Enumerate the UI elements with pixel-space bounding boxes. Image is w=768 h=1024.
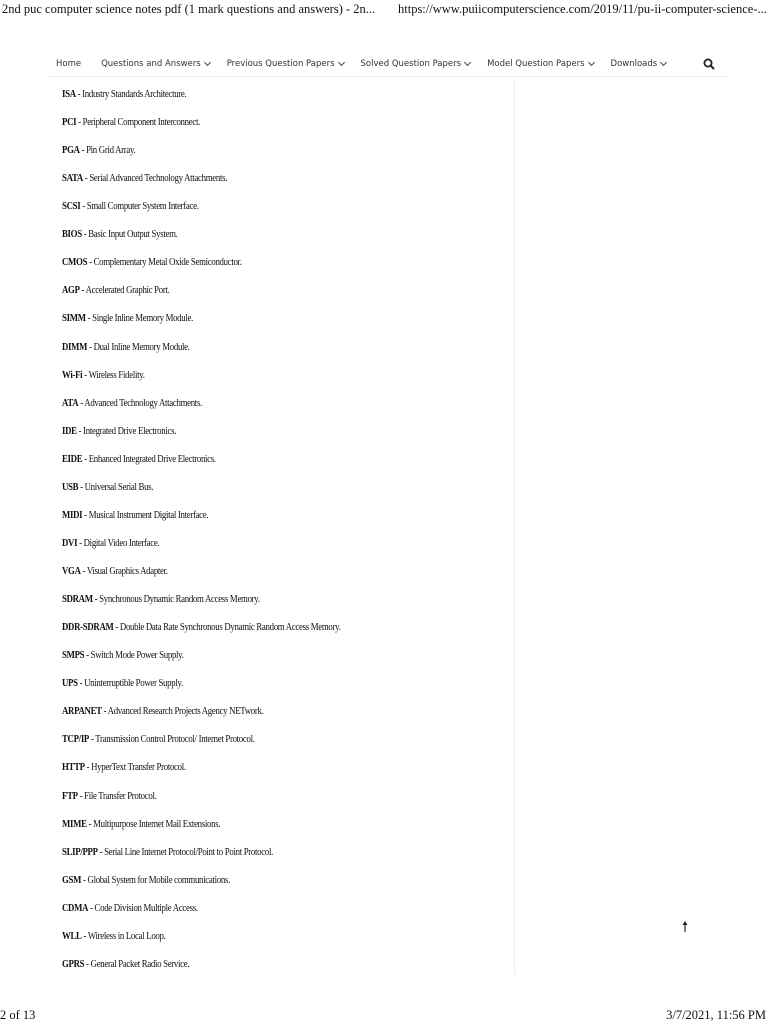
list-item xyxy=(62,565,168,579)
sidebar xyxy=(514,80,726,974)
term-expansion: Uninterruptible Power Supply. xyxy=(84,678,183,690)
term-separator: - xyxy=(75,89,83,100)
term-expansion: Serial Line Internet Protocol/Point to Point Protocol. xyxy=(104,846,273,858)
term-abbreviation: PGA xyxy=(62,145,80,157)
term-abbreviation: IDE xyxy=(62,425,77,437)
list-item xyxy=(62,144,135,158)
term-expansion: General Packet Radio Service. xyxy=(90,958,190,970)
term-abbreviation: DVI xyxy=(62,537,78,549)
nav-item-downloads[interactable] xyxy=(611,59,667,69)
term-expansion: Single Inline Memory Module. xyxy=(92,313,193,325)
term-separator: - xyxy=(87,257,94,269)
term-expansion: Small Computer System Interface. xyxy=(86,201,199,213)
term-separator: - xyxy=(97,846,105,858)
list-item xyxy=(62,649,184,663)
term-abbreviation: SMPS xyxy=(62,650,85,662)
list-item xyxy=(62,761,186,775)
term-abbreviation: BIOS xyxy=(62,229,82,241)
list-item xyxy=(62,705,263,719)
list-item xyxy=(62,88,186,102)
term-abbreviation: CMOS xyxy=(62,257,88,269)
list-item xyxy=(62,874,230,888)
term-separator: - xyxy=(92,594,100,606)
nav-item-label: Solved Question Papers xyxy=(360,59,462,69)
print-footer xyxy=(0,1004,768,1024)
term-abbreviation: GPRS xyxy=(62,958,85,970)
term-abbreviation: MIDI xyxy=(62,509,83,521)
term-abbreviation: TCP/IP xyxy=(62,734,90,746)
term-expansion: Accelerated Graphic Port. xyxy=(85,285,170,297)
list-item xyxy=(62,846,273,860)
term-expansion: Complementary Metal Oxide Semiconductor. xyxy=(93,257,242,269)
term-abbreviation: VGA xyxy=(62,566,81,578)
term-separator: - xyxy=(84,958,91,970)
list-item xyxy=(62,509,208,523)
term-separator: - xyxy=(80,566,87,578)
term-abbreviation: SCSI xyxy=(62,201,81,213)
list-item xyxy=(62,818,220,832)
term-separator: - xyxy=(89,734,96,746)
print-page-title: 2nd puc computer science notes pdf (1 mark questions and answers) - 2n... xyxy=(2,2,376,16)
term-abbreviation: GSM xyxy=(62,874,82,886)
term-separator: - xyxy=(82,173,90,185)
term-separator: - xyxy=(82,509,89,521)
term-separator: - xyxy=(76,117,83,129)
term-expansion: Global System for Mobile communications. xyxy=(87,874,230,886)
term-abbreviation: SLIP/PPP xyxy=(62,846,98,858)
term-expansion: Peripheral Component Interconnect. xyxy=(82,117,200,129)
term-abbreviation: DIMM xyxy=(62,341,88,353)
list-item xyxy=(62,902,198,916)
term-separator: - xyxy=(82,453,89,465)
term-expansion: Multipurpose Internet Mail Extensions. xyxy=(93,818,221,830)
term-separator: - xyxy=(76,425,84,437)
list-item xyxy=(62,312,193,326)
term-expansion: Advanced Research Projects Agency NETwork. xyxy=(107,706,264,718)
term-abbreviation: WLL xyxy=(62,930,82,942)
term-abbreviation: SDRAM xyxy=(62,594,93,606)
term-expansion: Integrated Drive Electronics. xyxy=(83,425,177,437)
term-separator: - xyxy=(77,678,85,690)
term-expansion: Wireless in Local Loop. xyxy=(87,930,166,942)
search-icon[interactable] xyxy=(702,57,716,71)
term-separator: - xyxy=(82,369,89,381)
nav-item-label: Questions and Answers xyxy=(101,59,201,69)
term-separator: - xyxy=(80,201,87,213)
list-item xyxy=(62,453,216,467)
term-expansion: Double Data Rate Synchronous Dynamic Random Access Memory. xyxy=(119,622,341,634)
term-abbreviation: HTTP xyxy=(62,762,85,774)
article-content xyxy=(46,80,515,974)
term-abbreviation: DDR-SDRAM xyxy=(62,622,114,634)
chevron-down-icon xyxy=(204,59,211,66)
list-item xyxy=(62,200,199,214)
chevron-down-icon xyxy=(660,59,667,66)
term-separator: - xyxy=(86,818,94,830)
term-separator: - xyxy=(79,145,87,157)
list-item xyxy=(62,958,189,972)
term-expansion: Visual Graphics Adapter. xyxy=(86,566,168,578)
list-item xyxy=(62,172,227,186)
list-item xyxy=(62,284,170,298)
list-item xyxy=(62,930,165,944)
term-abbreviation: MIME xyxy=(62,818,87,830)
term-separator: - xyxy=(113,622,120,634)
list-item xyxy=(62,621,340,635)
term-abbreviation: ISA xyxy=(62,89,76,100)
term-separator: - xyxy=(81,229,89,241)
nav-item-label: Downloads xyxy=(610,59,658,69)
term-separator: - xyxy=(87,341,94,353)
term-expansion: Switch Mode Power Supply. xyxy=(90,650,184,662)
term-separator: - xyxy=(81,874,88,886)
term-separator: - xyxy=(101,706,108,718)
term-separator: - xyxy=(78,481,85,493)
print-header xyxy=(0,0,768,20)
term-expansion: Enhanced Integrated Drive Electronics. xyxy=(88,453,216,465)
term-expansion: Industry Standards Architecture. xyxy=(82,89,187,100)
nav-item-solved-question-papers[interactable] xyxy=(361,59,471,69)
term-expansion: Synchronous Dynamic Random Access Memory. xyxy=(99,594,260,606)
term-expansion: Transmission Control Protocol/ Internet Protocol. xyxy=(95,734,255,746)
main-navbar xyxy=(46,52,726,77)
term-separator: - xyxy=(88,902,95,914)
term-abbreviation: SIMM xyxy=(62,313,86,325)
term-separator: - xyxy=(84,762,92,774)
nav-item-label: Previous Question Papers xyxy=(226,59,335,69)
term-abbreviation: AGP xyxy=(62,285,80,297)
chevron-down-icon xyxy=(337,59,344,66)
print-page-url: https://www.puiicomputerscience.com/2019/11/pu-ii-computer-science-... xyxy=(398,2,767,16)
term-abbreviation: UPS xyxy=(62,678,78,690)
nav-item-model-question-papers[interactable] xyxy=(487,59,593,69)
list-item xyxy=(62,116,200,130)
chevron-down-icon xyxy=(587,59,594,66)
print-datetime: 3/7/2021, 11:56 PM xyxy=(666,1008,766,1022)
list-item xyxy=(62,481,153,495)
term-separator: - xyxy=(85,313,93,325)
term-expansion: Musical Instrument Digital Interface. xyxy=(88,509,209,521)
list-item xyxy=(62,228,178,242)
term-separator: - xyxy=(78,397,85,409)
term-expansion: HyperText Transfer Protocol. xyxy=(91,762,186,774)
list-item xyxy=(62,256,242,270)
term-abbreviation: ARPANET xyxy=(62,706,102,718)
term-separator: - xyxy=(77,790,85,802)
term-expansion: Pin Grid Array. xyxy=(86,145,136,157)
list-item xyxy=(62,677,183,691)
term-abbreviation: EIDE xyxy=(62,453,83,465)
list-item xyxy=(62,733,255,747)
list-item xyxy=(62,790,156,804)
term-abbreviation: CDMA xyxy=(62,902,89,914)
term-expansion: Serial Advanced Technology Attachments. xyxy=(89,173,228,185)
term-separator: - xyxy=(79,285,86,297)
list-item xyxy=(62,397,202,411)
term-abbreviation: PCI xyxy=(62,117,77,129)
list-item xyxy=(62,537,159,551)
term-abbreviation: ATA xyxy=(62,397,79,409)
term-separator: - xyxy=(77,537,84,549)
term-expansion: Wireless Fidelity. xyxy=(88,369,145,381)
term-abbreviation: FTP xyxy=(62,790,78,802)
term-abbreviation: Wi-Fi xyxy=(62,369,83,381)
term-expansion: Universal Serial Bus. xyxy=(84,481,154,493)
term-separator: - xyxy=(84,650,91,662)
term-separator: - xyxy=(81,930,88,942)
list-item xyxy=(62,341,190,355)
term-expansion: Dual Inline Memory Module. xyxy=(93,341,190,353)
list-item xyxy=(62,593,260,607)
list-item xyxy=(62,369,145,383)
list-item xyxy=(62,425,176,439)
nav-item-home[interactable] xyxy=(56,59,81,69)
nav-item-label: Home xyxy=(56,59,82,69)
arrow-up-icon[interactable] xyxy=(680,920,690,934)
nav-item-label: Model Question Papers xyxy=(487,59,585,69)
chevron-down-icon xyxy=(464,59,471,66)
nav-item-previous-question-papers[interactable] xyxy=(227,59,344,69)
nav-item-questions-and-answers[interactable] xyxy=(101,59,210,69)
term-expansion: Advanced Technology Attachments. xyxy=(84,397,202,409)
term-abbreviation: SATA xyxy=(62,173,83,185)
term-expansion: Basic Input Output System. xyxy=(88,229,178,241)
term-abbreviation: USB xyxy=(62,481,79,493)
term-expansion: Digital Video Interface. xyxy=(83,537,160,549)
term-expansion: File Transfer Protocol. xyxy=(84,790,157,802)
term-expansion: Code Division Multiple Access. xyxy=(94,902,198,914)
print-page-number: 2 of 13 xyxy=(0,1008,36,1022)
